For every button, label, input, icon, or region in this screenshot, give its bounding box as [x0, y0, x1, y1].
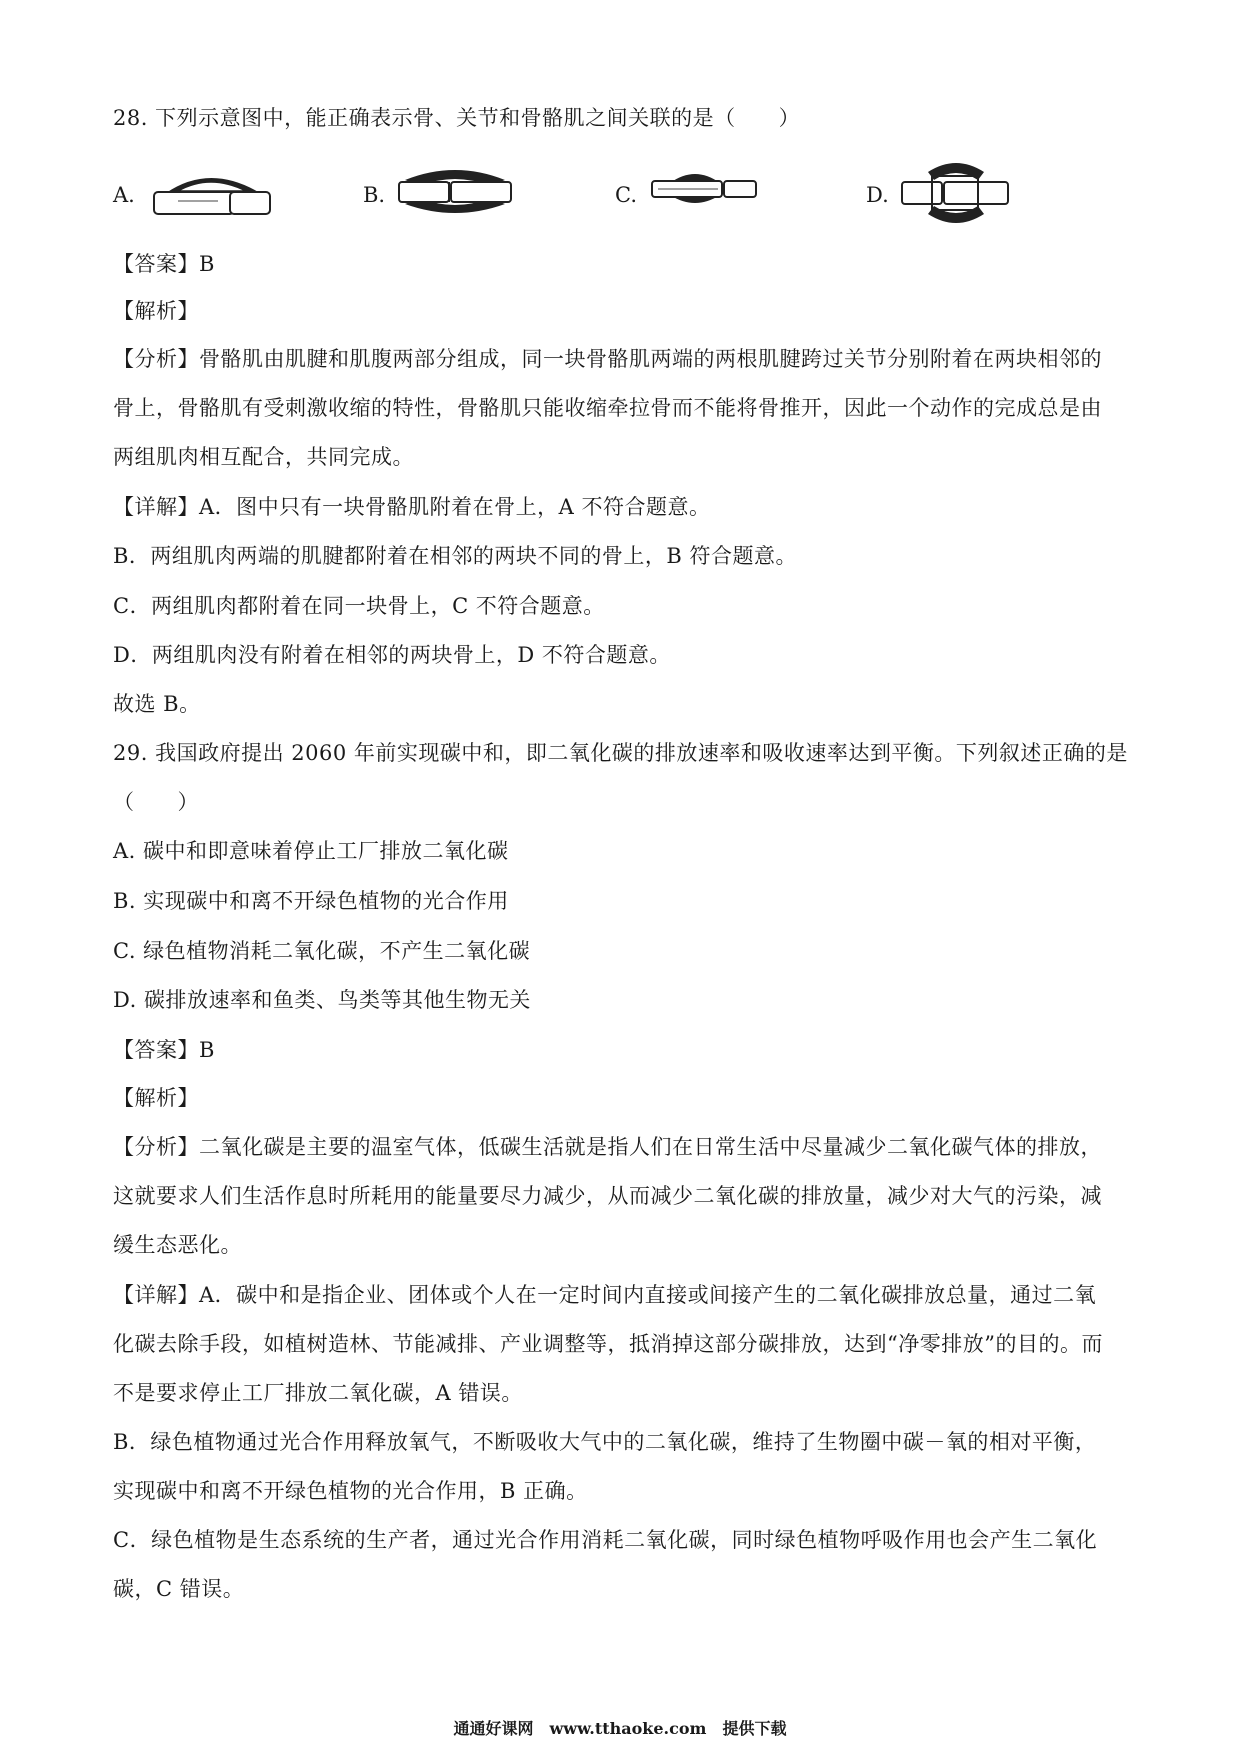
q29-answer: 【答案】B [113, 1038, 215, 1062]
q29-detail-line: 实现碳中和离不开绿色植物的光合作用，B 正确。 [113, 1479, 588, 1503]
q29-option-c: C. 绿色植物消耗二氧化碳，不产生二氧化碳 [113, 939, 531, 963]
page-footer: 通通好课网 www.tthaoke.com 提供下载 [453, 1719, 787, 1738]
q29-detail-line: 碳，C 错误。 [113, 1577, 245, 1601]
q28-question: 28. 下列示意图中，能正确表示骨、关节和骨骼肌之间关联的是（ ） [113, 106, 801, 130]
q28-detail-line: B．两组肌肉两端的肌腱都附着在相邻的两块不同的骨上，B 符合题意。 [113, 544, 798, 568]
q29-detail-line: 【详解】A．碳中和是指企业、团体或个人在一定时间内直接或间接产生的二氧化碳排放总量，通过二氧 [113, 1283, 1097, 1307]
q28-option-b-label: B. [363, 183, 386, 207]
q28-option-d-label: D. [866, 183, 889, 207]
q29-detail-line: B．绿色植物通过光合作用释放氧气，不断吸收大气中的二氧化碳，维持了生物圈中碳－氧的相对平衡， [113, 1430, 1097, 1454]
q29-detail-line: C．绿色植物是生态系统的生产者，通过光合作用消耗二氧化碳，同时绿色植物呼吸作用也会产生二氧化 [113, 1528, 1098, 1552]
q29-analysis-line: 缓生态恶化。 [113, 1233, 242, 1257]
q29-analysis-title: 【解析】 [113, 1086, 199, 1110]
q29-detail-line: 化碳去除手段，如植树造林、节能减排、产业调整等，抵消掉这部分碳排放，达到“净零排放”的目的。而 [113, 1332, 1103, 1356]
option-c-figure [650, 163, 760, 213]
q29-detail-line: 不是要求停止工厂排放二氧化碳，A 错误。 [113, 1381, 523, 1405]
q28-detail-line: 【详解】A．图中只有一块骨骼肌附着在骨上，A 不符合题意。 [113, 495, 711, 519]
option-d-figure [898, 160, 1013, 226]
q29-question-line: 29. 我国政府提出 2060 年前实现碳中和，即二氧化碳的排放速率和吸收速率达到平衡。下列叙述正确的是 [113, 741, 1128, 765]
q28-option-a-label: A. [113, 183, 135, 207]
q29-option-a: A. 碳中和即意味着停止工厂排放二氧化碳 [113, 839, 509, 863]
q28-analysis-title: 【解析】 [113, 299, 199, 323]
q29-analysis-line: 【分析】二氧化碳是主要的温室气体，低碳生活就是指人们在日常生活中尽量减少二氧化碳气体的排放， [113, 1135, 1102, 1159]
q28-detail-line: C．两组肌肉都附着在同一块骨上，C 不符合题意。 [113, 594, 605, 618]
q29-option-b: B. 实现碳中和离不开绿色植物的光合作用 [113, 889, 509, 913]
option-b-figure [395, 158, 515, 224]
q28-detail-line: D．两组肌肉没有附着在相邻的两块骨上，D 不符合题意。 [113, 643, 671, 667]
q28-analysis-line: 骨上，骨骼肌有受刺激收缩的特性，骨骼肌只能收缩牵拉骨而不能将骨推开，因此一个动作的完成总是由 [113, 396, 1102, 420]
option-a-figure [148, 165, 273, 220]
q28-analysis-line: 【分析】骨骼肌由肌腱和肌腹两部分组成，同一块骨骼肌两端的两根肌腱跨过关节分别附着在两块相邻的 [113, 347, 1102, 371]
q28-answer: 【答案】B [113, 252, 215, 276]
q29-analysis-line: 这就要求人们生活作息时所耗用的能量要尽力减少，从而减少二氧化碳的排放量，减少对大气的污染，减 [113, 1184, 1102, 1208]
q28-analysis-line: 两组肌肉相互配合，共同完成。 [113, 445, 414, 469]
q29-option-d: D. 碳排放速率和鱼类、鸟类等其他生物无关 [113, 988, 531, 1012]
q28-option-c-label: C. [615, 183, 637, 207]
q28-conclusion: 故选 B。 [113, 692, 201, 716]
q29-question-line: （ ） [113, 790, 199, 814]
